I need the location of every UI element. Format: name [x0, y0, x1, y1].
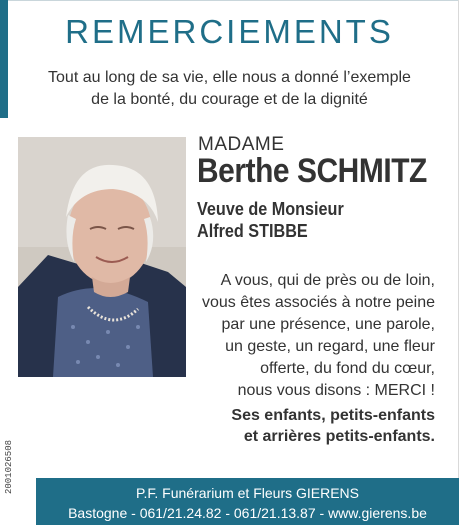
marital-status-line-1: Veuve de Monsieur	[197, 199, 344, 219]
message-line: A vous, qui de près ou de loin,	[220, 272, 435, 289]
reference-code	[0, 420, 18, 520]
epitaph-line-2: de la bonté, du courage et de la dignité	[91, 91, 368, 108]
reference-code-text: 2001026508	[4, 440, 14, 495]
message-line: offerte, du fond du cœur,	[260, 360, 435, 377]
portrait-illustration	[18, 137, 186, 377]
epitaph	[20, 67, 439, 111]
family-line-2: et arrières petits-enfants.	[243, 428, 435, 445]
deceased-name: Berthe SCHMITZ	[197, 152, 427, 190]
notice-title: REMERCIEMENTS	[65, 13, 394, 50]
funeral-home-name: P.F. Funérarium et Fleurs GIERENS	[135, 485, 360, 501]
message-line: vous êtes associés à notre peine	[201, 294, 435, 311]
epitaph-line-1: Tout au long de sa vie, elle nous a donné l’exemple	[48, 69, 411, 86]
family-signature	[185, 405, 435, 447]
top-border	[0, 0, 459, 1]
thank-you-message	[185, 270, 435, 402]
funeral-home-footer	[36, 478, 459, 525]
message-line: nous vous disons : MERCI !	[237, 382, 435, 399]
marital-status-line-2: Alfred STIBBE	[197, 221, 308, 241]
message-line: par une présence, une parole,	[221, 316, 435, 333]
honorific: MADAME	[198, 134, 285, 155]
funeral-home-contact: Bastogne - 061/21.24.82 - 061/21.13.87 - www.gierens.be	[68, 505, 427, 521]
family-line-1: Ses enfants, petits-enfants	[231, 407, 435, 424]
portrait-photo	[18, 137, 186, 377]
message-line: un geste, un regard, une fleur	[225, 338, 435, 355]
